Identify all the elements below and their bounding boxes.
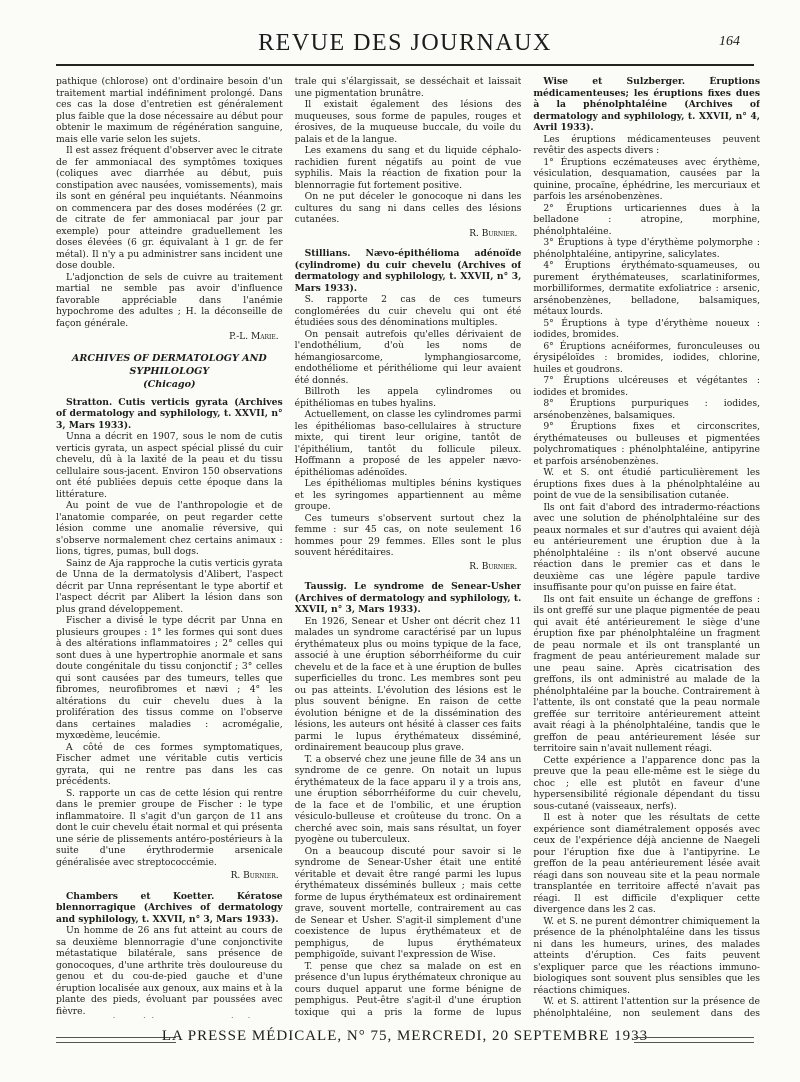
paragraph: S. rapporte un cas de cette lésion qui rentre dans le premier groupe de Fischer : le type inflammatoire. Il s'agit d'un garçon de 11 ans dont le cuir chevelu était normal et qui présenta une série de plissements antéro-postérieurs à la suite d'une érythrodermie arsenicale généralisée avec streptococcémie. [56, 787, 283, 868]
paragraph: En 1926, Senear et Usher ont décrit chez 11 malades un syndrome caractérisé par un lupus érythémateux plus ou moins typique de la face, associé à une éruption séborrhéiforme du cuir chevelu et de la face et à une éruption de bulles superficielles du tronc. Les membres sont peu ou pas atteints. L'évolution des lésions est le plus souvent bénigne. En raison de cette évolution bénigne et de la dissémination des lésions, les auteurs ont hésité à classer ces faits parmi le lupus érythémateux disséminé, ordinairement beaucoup plus grave. [294, 615, 522, 753]
paragraph: Cette expérience a l'apparence donc pas la preuve que la peau elle-même est le siège du choc ; elle est plutôt en faveur d'une hypersensibilité régionale dépendant du tissu sous-cutané (vaisseaux, nerfs). [533, 754, 760, 812]
paragraph: Un homme de 26 ans fut atteint au cours de sa deuxième blennorragie d'une conjonctivite métastatique bilatérale, sans présence de gonocoques, d'une arthrite très douloureuse du genou et du cou-de-pied gauche et d'une éruption localisée aux genoux, aux mains et à la plante des pieds, évoluant par poussées avec fièvre. [56, 925, 283, 1017]
paragraph: Unna a décrit en 1907, sous le nom de cutis verticis gyrata, un aspect spécial plissé du cuir chevelu, dû à la laxité de la peau et du tissu cellulaire sous-jacent. Environ 150 observations ont été publiées depuis cette époque dans la littérature. [56, 431, 283, 500]
paragraph: W. et S. ont étudié particulièrement les éruptions fixes dues à la phénolphtaléine au point de vue de la sensibilisation cutanée. [533, 467, 760, 501]
article-title: Chambers et Koetter. Kératose blennorragique (Archives of dermatology and syphilology, t. XXVII, n° 3, Mars 1933). [56, 890, 283, 925]
paragraph: W. et S. ne purent démontrer chimiquement la présence de la phénolphtaléine dans les tissus ni dans les humeurs, urines, des malades atteints d'éruption. Ces faits peuvent s'expliquer parce que les réactions immuno-biologiques sont souvent plus sensibles que les réactions chimiques. [533, 915, 760, 996]
page-footer [56, 1026, 754, 1050]
footer-ornament-right [634, 1037, 754, 1043]
paragraph: trale qui s'élargissait, se desséchait et laissait une pigmentation brunâtre. [294, 76, 522, 99]
paragraph: T. a observé chez une jeune fille de 34 ans un syndrome de ce genre. On notait un lupus érythémateux de la face apparu il y a trois ans, une éruption séborrhéiforme du cuir chevelu, de la face et de l'ombilic, et une éruption vésiculo-bulleuse et croûteuse du tronc. On a cherché avec soin, mais sans résultat, un foyer pyogène ou tuberculeux. [294, 753, 522, 845]
paragraph: On ne put déceler le gonocoque ni dans les cultures du sang ni dans celles des lésions cutanées. [294, 191, 522, 225]
paragraph: On a beaucoup discuté pour savoir si le syndrome de Senear-Usher était une entité véritable et devait être rangé parmi les lupus érythémateux disséminés bulleux ; mais cette forme de lupus érythémateux est ordinairement grave, souvent mortelle, contrairement au cas de Senear et Usher. S'agit-il simplement d'une coexistence de lupus érythémateux et de pemphigus, de lupus érythémateux pemphigoïde, suivant l'expression de Wise. [294, 845, 522, 960]
journal-section-title: REVUE DES JOURNAUX [258, 30, 552, 56]
list-item: 4° Éruptions érythémato-squameuses, ou purement érythémateuses, scarlatiniformes, morbilliformes, dermatite exfoliatrice : arsenic, arsénobenzènes, belladone, balsamiques, métaux lourds. [533, 260, 760, 317]
paragraph: Les éruptions médicamenteuses peuvent revêtir des aspects divers : [533, 133, 760, 156]
footer-publication-line: LA PRESSE MÉDICALE, N° 75, MERCREDI, 20 SEPTEMBRE 1933 [161, 1028, 649, 1044]
paragraph: Les examens du sang et du liquide céphalo-rachidien furent négatifs au point de vue syphilis. Mais la réaction de fixation pour la blennorragie fut fortement positive. [294, 145, 522, 191]
page-header [56, 22, 754, 66]
paragraph: Il est à noter que les résultats de cette expérience sont diamétralement opposés avec ceux de l'expérience déjà ancienne de Naegeli pour l'éruption fixe due à l'antipyrine. Le greffon de la peau antérieurement lésée avait réagi dans son nouveau site et la peau normale transplantée en territoire affecté n'avait pas réagi. Il est difficile d'expliquer cette divergence dans les 2 cas. [533, 812, 760, 915]
list-item: 3° Éruptions à type d'érythème polymorphe : phénolphtaléine, antipyrine, salicylates. [533, 237, 760, 260]
list-item: 2° Éruptions urticariennes dues à la belladone : atropine, morphine, phénolphtaléine. [533, 202, 760, 237]
paragraph: A côté de ces formes symptomatiques, Fischer admet une véritable cutis verticis gyrata, qui ne rentre pas dans les cas précédents. [56, 741, 283, 787]
paragraph: pathique (chlorose) ont d'ordinaire besoin d'un traitement martial indéfiniment prolongé. Dans ces cas la dose d'entretien est généralement plus faible que la dose nécessaire au début pour obtenir le maximum de régénération sanguine, mais elle varie selon les sujets. [56, 76, 283, 145]
paragraph: Les épithéliomas multiples bénins kystiques et les syringomes appartiennent au même groupe. [294, 478, 522, 512]
author-signature: R. Burnier. [469, 561, 518, 572]
header-rule [56, 64, 754, 66]
article-title: Stratton. Cutis verticis gyrata (Archives of dermatology and syphilology, t. XXVII, n° 3, Mars 1933). [56, 396, 283, 431]
paragraph: W. et S. attirent l'attention sur la présence de phénolphtaléine, non seulement dans des [533, 996, 760, 1018]
paragraph: T. pense que chez sa malade on est en présence d'un lupus érythémateux chronique au cours duquel apparut une forme bénigne de pemphigus. Peut-être s'agit-il d'une éruption toxique qui a pris la forme de lupus [294, 960, 522, 1018]
article-columns [56, 76, 760, 1018]
list-item: 7° Éruptions ulcéreuses et végétantes : iodides et bromides. [533, 375, 760, 398]
column-1 [56, 76, 283, 1018]
paragraph: S. rapporte 2 cas de ces tumeurs conglomérées du cuir chevelu qui ont été étudiées sous des dénominations multiples. [294, 294, 522, 328]
page-number: 164 [719, 34, 740, 49]
paragraph: Il existait également des lésions des muqueuses, sous forme de papules, rouges et érosives, de la muqueuse buccale, du voile du palais et de la langue. [294, 99, 522, 145]
paragraph: Sainz de Aja rapproche la cutis verticis gyrata de Unna de la dermatolysis d'Alibert, l'aspect décrit par Unna représentant le type abortif et l'aspect décrit par Alibert la lésion dans son plus grand développement. [56, 557, 283, 615]
author-signature: R. Burnier. [469, 228, 518, 239]
paragraph: Ils ont fait d'abord des intradermo-réactions avec une solution de phénolphtaléine sur des peaux normales et sur d'autres qui avaient déjà eu antérieurement une éruption due à la phénolphtaléine : ils n'ont observé aucune réaction dans le premier cas et dans le deuxième cas une légère papule tardive insuffisante pour qu'on puisse en faire état. [533, 501, 760, 593]
paragraph: Billroth les appela cylindromes ou épithéliomas en tubes hyalins. [294, 386, 522, 409]
article-title: Wise et Sulzberger. Éruptions médicamenteuses; les éruptions fixes dues à la phénolphtaléine (Archives of dermatology and syphilology, t. XXVII, n° 4, Avril 1933). [533, 76, 760, 133]
author-signature: P.-L. Marie. [229, 332, 279, 342]
column-3 [533, 76, 760, 1018]
paragraph: Au point de vue de l'anthropologie et de l'anatomie comparée, on peut regarder cette lésion comme une anomalie réversive, qui s'observe normalement chez certains animaux : lions, tigres, pumas, bull dogs. [56, 500, 283, 557]
paragraph [56, 1017, 283, 1018]
list-item: 5° Éruptions à type d'érythème noueux : iodides, bromides. [533, 317, 760, 340]
paragraph: Il est assez fréquent d'observer avec le citrate de fer ammoniacal des symptômes toxiques (coliques avec diarrhée au début, puis constipation avec nausées, vomissements), mais ils sont en général peu inquiétants. Néanmoins on commencera par des doses modérées (2 gr. de citrate de fer ammoniacal par jour par exemple) pour atteindre graduellement les doses élevées (6 gr. équivalant à 1 gr. de fer métal). Il n'y a pu administrer sans incident une dose double. [56, 145, 283, 271]
column-2 [295, 76, 522, 1018]
journal-heading [56, 352, 283, 391]
paragraph: Fischer a divisé le type décrit par Unna en plusieurs groupes : 1° les formes qui sont dues à des altérations inflammatoires ; 2° celles qui sont dues à une hypertrophie anormale et sans doute congénitale du tissu conjonctif ; 3° celles qui sont causées par des tumeurs, telles que fibromes, neurofibromes et nævi ; 4° les altérations du cuir chevelu dues à la prolifération des tissus comme on l'observe dans certaines maladies : acromégalie, myxœdème, leucémie. [56, 615, 283, 741]
paragraph: L'adjonction de sels de cuivre au traitement martial ne semble pas avoir d'influence favorable appréciable dans l'anémie hypochrome des adultes ; H. la déconseille de façon générale. [56, 271, 283, 329]
list-item: 9° Éruptions fixes et circonscrites, érythémateuses ou bulleuses et pigmentées polychromatiques : phénolphtaléine, antipyrine et parfois arsénobenzènes. [533, 421, 760, 467]
article-title: Taussig. Le syndrome de Senear-Usher (Archives of dermatology and syphilology, t. XXVII, n° 3, Mars 1933). [294, 581, 522, 615]
paragraph: Ils ont fait ensuite un échange de greffons : ils ont greffé sur une plaque pigmentée de peau qui avait été antérieurement le siège d'une éruption fixe par phénolphtaléine un fragment de peau normale et ils ont transplanté un fragment de peau antérieurement malade sur une peau saine. Après cicatrisation des greffons, ils ont administré au malade de la phénolphtaléine par la bouche. Contrairement à l'attente, ils ont constaté que la peau normale greffée sur territoire antérieurement atteint avait réagi à la phénolphtaléine, tandis que le greffon de peau antérieurement lésée sur territoire sain n'avait nullement réagi. [533, 593, 760, 754]
paragraph: Actuellement, on classe les cylindromes parmi les épithéliomas baso-cellulaires à structure mixte, qui tirent leur origine, tantôt de l'épithélium, tantôt du follicule pileux. Hoffmann a proposé de les appeler nævo-épithéliomas adénoïdes. [294, 409, 522, 478]
list-item: 6° Éruptions acnéiformes, furonculeuses ou érysipéloïdes : bromides, iodides, chlorine, huiles et goudrons. [533, 340, 760, 375]
paragraph: On pensait autrefois qu'elles dérivaient de l'endothélium, d'où les noms de hémangiosarcome, lymphangiosarcome, endothéliome et périthéliome qui leur avaient été donnés. [294, 328, 522, 386]
list-item: 1° Éruptions eczémateuses avec érythème, vésiculation, desquamation, causées par la quinine, procaïne, éphédrine, les mercuriaux et parfois les arsénobenzènes. [533, 156, 760, 202]
paragraph: Ces tumeurs s'observent surtout chez la femme : sur 45 cas, on note seulement 16 hommes pour 29 femmes. Elles sont le plus souvent héréditaires. [294, 512, 522, 558]
list-item: 8° Éruptions purpuriques : iodides, arsénobenzènes, balsamiques. [533, 398, 760, 421]
author-signature: R. Burnier. [230, 871, 279, 881]
journal-name: ARCHIVES OF DERMATOLOGY AND SYPHILOLOGY [71, 352, 267, 377]
article-title: Stillians. Nævo-épithélioma adénoïde (cylindrome) du cuir chevelu (Archives of dermatology and syphilology, t. XXVII, n° 3, Mars 1933). [294, 248, 522, 294]
journal-city: (Chicago) [143, 378, 196, 390]
